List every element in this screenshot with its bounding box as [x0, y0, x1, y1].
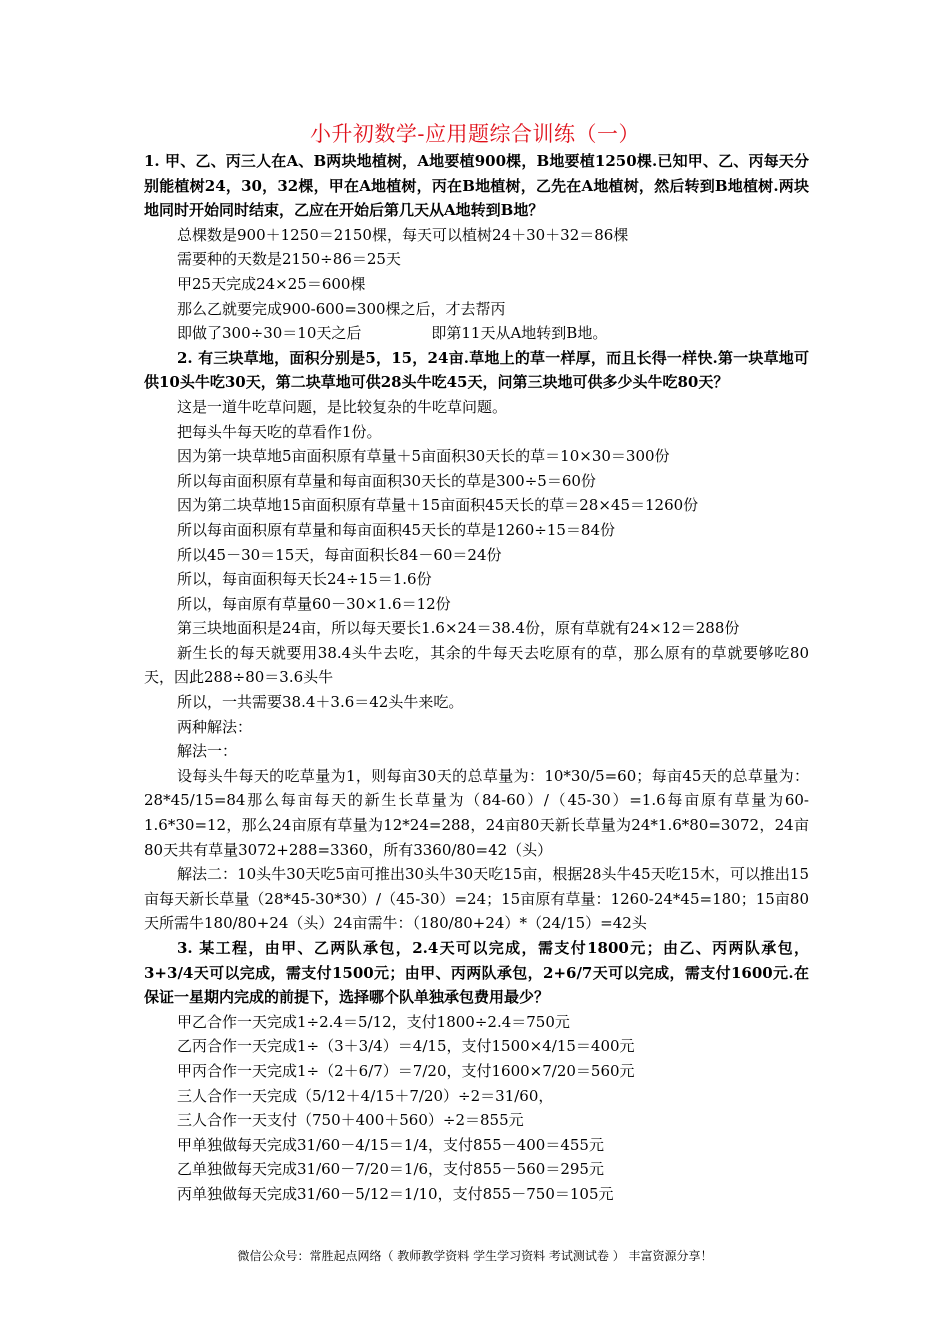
answer-line: 那么乙就要完成900-600=300棵之后，才去帮丙	[177, 299, 506, 318]
answer-line: 因为第一块草地5亩面积原有草量＋5亩面积30天长的草＝10×30＝300份	[177, 447, 670, 466]
answer-line: 解法一：	[177, 742, 238, 761]
answer-line: 所以，每亩面积每天长24÷15＝1.6份	[177, 570, 432, 589]
answer-line: 把每头牛每天吃的草看作1份。	[177, 422, 382, 441]
answer-line: 两种解法：	[177, 717, 253, 736]
answer-line: 新生长的每天就要用38.4头牛去吃，其余的牛每天去吃原有的草，那么原有的草就要够吃80天，因此288÷80＝3.6头牛	[144, 643, 809, 687]
answer-line: 丙单独做每天完成31/60－5/12＝1/10，支付855－750＝105元	[177, 1184, 614, 1203]
answer-line: 总棵数是900＋1250＝2150棵，每天可以植树24＋30＋32＝86棵	[177, 225, 629, 244]
answer-line: 三人合作一天支付（750＋400＋560）÷2＝855元	[177, 1111, 524, 1130]
answer-fragment: 即做了300÷30＝10天之后	[177, 324, 362, 343]
answer-line: 因为第二块草地15亩面积原有草量＋15亩面积45天长的草＝28×45＝1260份	[177, 496, 699, 515]
question-1: 1. 甲、乙、丙三人在A、B两块地植树，A地要植900棵，B地要植1250棵.已知甲、乙、丙每天分别能植树24，30，32棵，甲在A地植树，丙在B地植树，乙先在A地植树，然后转到B地植树.两块地同时开始同时结束，乙应在开始后第几天从A地转到B地？	[144, 152, 809, 220]
answer-line: 解法二：10头牛30天吃5亩可推出30头牛30天吃15亩，根据28头牛45天吃15木，可以推出15亩每天新长草量（28*45-30*30）/（45-30）=24；15亩原有草量：1260-24*45=180；15亩80天所需牛180/80+24（头）24亩需牛：（180/80+24）*（24/15）=42头	[144, 865, 809, 933]
answer-line: 甲丙合作一天完成1÷（2＋6/7）＝7/20，支付1600×7/20＝560元	[177, 1061, 635, 1080]
answer-line: 甲单独做每天完成31/60－4/15＝1/4，支付855－400＝455元	[177, 1135, 604, 1154]
answer-line: 所以每亩面积原有草量和每亩面积30天长的草是300÷5＝60份	[177, 471, 596, 490]
question-3: 3. 某工程，由甲、乙两队承包，2.4天可以完成，需支付1800元；由乙、丙两队承包，3+3/4天可以完成，需支付1500元；由甲、丙两队承包，2+6/7天可以完成，需支付1600元.在保证一星期内完成的前提下，选择哪个队单独承包费用最少？	[144, 939, 809, 1007]
answer-line: 甲乙合作一天完成1÷2.4＝5/12，支付1800÷2.4＝750元	[177, 1012, 570, 1031]
answer-line: 这是一道牛吃草问题，是比较复杂的牛吃草问题。	[177, 397, 508, 416]
answer-line: 设每头牛每天的吃草量为1，则每亩30天的总草量为：10*30/5=60；每亩45天的总草量为：28*45/15=84那么每亩每天的新生长草量为（84-60）/（45-30）=1.6每亩原有草量为60-1.6*30=12，那么24亩原有草量为12*24=288，24亩80天新长草量为24*1.6*80=3072，24亩80天共有草量3072+288=3360，所有3360/80=42（头）	[144, 766, 809, 859]
question-2: 2. 有三块草地，面积分别是5，15，24亩.草地上的草一样厚，而且长得一样快.第一块草地可供10头牛吃30天，第二块草地可供28头牛吃45天，问第三块地可供多少头牛吃80天？	[144, 348, 809, 392]
answer-line: 三人合作一天完成（5/12＋4/15＋7/20）÷2＝31/60，	[177, 1086, 554, 1105]
page-title: 小升初数学-应用题综合训练（一）	[309, 122, 641, 146]
document-body	[144, 149, 809, 1207]
answer-line: 甲25天完成24×25＝600棵	[177, 274, 366, 293]
page-footer: 微信公众号：常胜起点网络（ 教师教学资料 学生学习资料 考试测试卷 ） 丰富资源分享！	[237, 1249, 713, 1263]
answer-line: 所以45－30＝15天，每亩面积长84－60＝24份	[177, 545, 502, 564]
answer-line: 所以，每亩原有草量60－30×1.6＝12份	[177, 594, 451, 613]
answer-line: 第三块地面积是24亩，所以每天要长1.6×24＝38.4份，原有草就有24×12＝288份	[177, 619, 740, 638]
answer-line: 所以，一共需要38.4＋3.6＝42头牛来吃。	[177, 693, 464, 712]
answer-line: 乙单独做每天完成31/60－7/20＝1/6，支付855－560＝295元	[177, 1160, 604, 1179]
answer-line: 乙丙合作一天完成1÷（3＋3/4）＝4/15，支付1500×4/15＝400元	[177, 1037, 635, 1056]
answer-line	[144, 321, 809, 346]
answer-line: 需要种的天数是2150÷86＝25天	[177, 250, 401, 269]
answer-line: 所以每亩面积原有草量和每亩面积45天长的草是1260÷15＝84份	[177, 520, 616, 539]
answer-fragment: 即第11天从A地转到B地。	[431, 324, 608, 343]
